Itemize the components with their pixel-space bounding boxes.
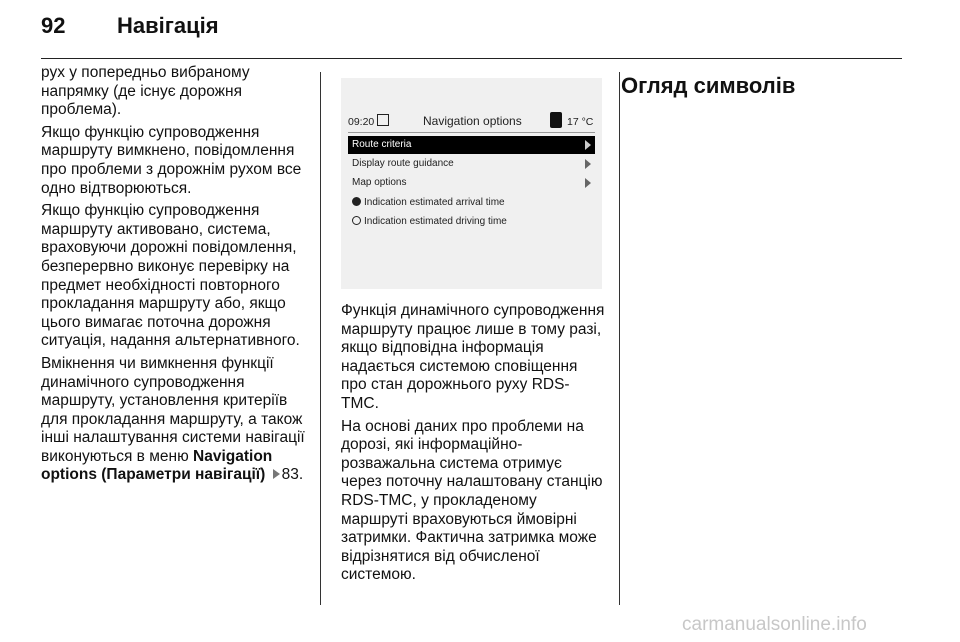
section-title: Огляд символів [621,73,796,98]
column-middle [341,302,606,589]
radio-selected-icon [352,197,361,206]
page-header [41,13,219,39]
navigation-icon [377,114,389,126]
chevron-right-icon [585,178,591,188]
column-divider-left [320,72,321,605]
header-rule [41,58,902,59]
paragraph-text: Вмікнення чи вимкнення функції динамічного супроводження маршруту, установлення критеріїв для прокладання маршруту, а також інші налаштування системи навігації виконуються в меню [41,354,305,465]
menu-reference: Navigation options (Параметри навігації) [41,447,273,484]
page-number: 92 [41,13,66,38]
column-divider-right [619,72,620,605]
menu-item-label: Display route guidance [352,158,454,169]
paragraph: Якщо функцію супроводження маршруту вимкнено, повідомлення про проблеми з дорожнім рухом все одно відтворюються. [41,123,302,197]
page-ref-arrow-icon [273,469,280,479]
paragraph [41,355,309,485]
screen-divider [348,132,595,133]
menu-item-label: Map options [352,177,407,188]
column-right [621,73,891,98]
paragraph: Якщо функцію супроводження маршруту активовано, система, враховуючи дорожні повідомлення, безперервно виконує перевірку на предмет необхідності повторного прокладання маршруту або, якщо цього вимагає поточна дорожня ситуація, надання альтернативного. [41,202,300,350]
screen-title: Navigation options [423,114,522,128]
column-left [41,64,309,489]
thermometer-icon [550,112,562,128]
radio-driving-time[interactable] [348,213,595,231]
temperature: 17 °C [567,116,594,128]
menu-item-label: Route criteria [352,139,412,150]
paragraph: рух у попередньо вибраному напрямку (де існує дорожня проблема). [41,64,250,119]
radio-arrival-time[interactable] [348,194,595,212]
chevron-right-icon [585,140,591,150]
paragraph: На основі даних про проблеми на дорозі, які інформаційно-розважальна система отримує через поточну налаштовану станцію RDS-TMC, у прокладеному маршруті враховуються ймовірні затримки. Фактична затримка може відрізнятися від обчисленої системою. [341,417,603,584]
page-title: Навігація [117,13,219,38]
radio-label: Indication estimated driving time [364,216,507,227]
radio-unselected-icon [352,216,361,225]
screen-figure [341,78,602,289]
clock-time: 09:20 [348,116,375,128]
page-reference: 83. [281,466,304,484]
paragraph: Функція динамічного супроводження маршруту працює лише в тому разі, якщо відповідна інформація надається системою сповіщення про стан дорожнього руху RDS-TMC. [341,302,605,412]
watermark: carmanualsonline.info [682,614,867,635]
chevron-right-icon [585,159,591,169]
menu-item-display-route-guidance[interactable] [348,155,595,173]
radio-label: Indication estimated arrival time [364,197,505,208]
menu-item-map-options[interactable] [348,174,595,192]
menu-item-route-criteria[interactable] [348,136,595,154]
